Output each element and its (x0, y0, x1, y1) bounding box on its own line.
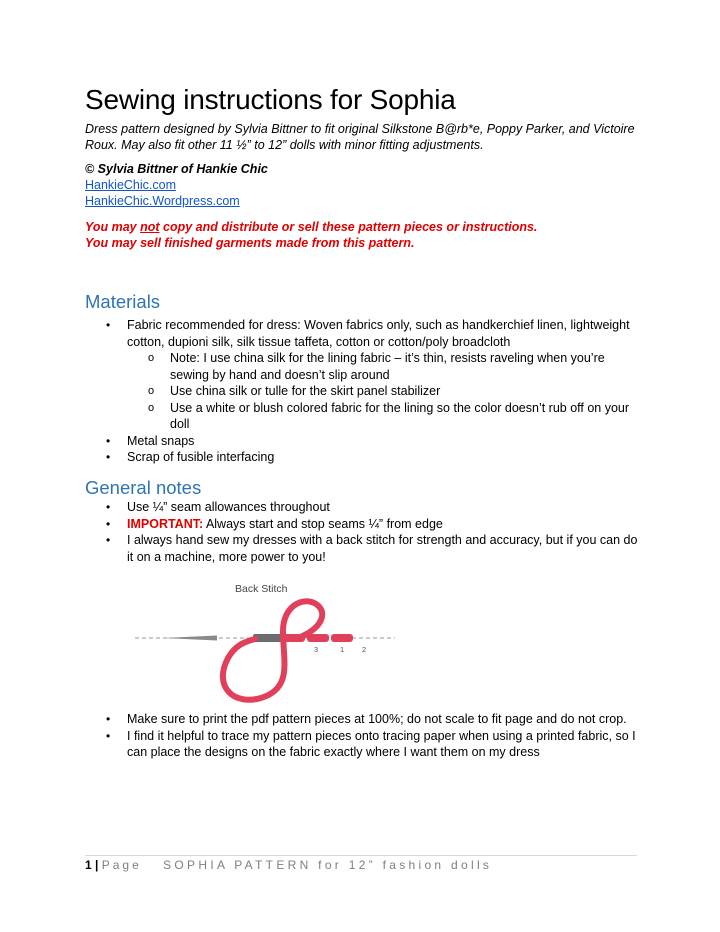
footer-separator: | (95, 858, 99, 872)
footer-divider (85, 855, 637, 856)
illustration-caption: Back Stitch (235, 583, 288, 595)
bullet-icon: • (106, 500, 111, 514)
circle-bullet-icon: o (148, 352, 155, 364)
needle-thread-icon (163, 601, 353, 699)
page-number: 1 (85, 858, 92, 872)
copyright-line: © Sylvia Bittner of Hankie Chic (85, 162, 268, 176)
warning-line-2: You may sell finished garments made from this pattern. (85, 236, 415, 250)
warning-text-pre: You may (85, 220, 141, 234)
needle-shape (163, 636, 217, 641)
materials-heading: Materials (85, 291, 161, 312)
stitch-segment (283, 634, 305, 642)
hankiechic-link[interactable]: HankieChic.com (85, 178, 177, 192)
page-label: Page (101, 858, 142, 872)
stitch-number: 1 (340, 645, 345, 654)
bullet-icon: • (106, 318, 111, 332)
list-item-text: I always hand sew my dresses with a back stitch for strength and accuracy, but if you can do it on a machine, more power to you! (127, 533, 638, 564)
sub-list-item (127, 383, 645, 400)
sub-list-item-text: Note: I use china silk for the lining fabric – it’s thin, resists raveling when you’re sewing by hand and doesn’t slip around (170, 351, 605, 382)
page-title: Sewing instructions for Sophia (85, 84, 456, 115)
list-item-text: Fabric recommended for dress: Woven fabrics only, such as handkerchief linen, lightweight cotton, dupioni silk, silk tissue taffeta, cotton or cotton/poly broadcloth (127, 318, 630, 349)
warning-emphasis: not (140, 220, 160, 234)
list-item (85, 433, 645, 450)
list-item (85, 499, 645, 516)
list-item (85, 449, 645, 466)
page-subtitle: Dress pattern designed by Sylvia Bittner to fit original Silkstone B@rb*e, Poppy Parker, and Victoire Roux. May also fit other 11 ½” to 12” dolls with minor fitting adjustments. (85, 122, 635, 152)
list-item-text: Scrap of fusible interfacing (127, 450, 275, 464)
bullet-icon: • (106, 450, 111, 464)
list-item (85, 516, 645, 533)
stitch-segment (307, 634, 329, 642)
bullet-icon: • (106, 516, 111, 531)
stitch-segment (331, 634, 353, 642)
list-item-text: Always start and stop seams ¼” from edge (203, 516, 443, 531)
page-footer (85, 858, 492, 872)
circle-bullet-icon: o (148, 401, 155, 414)
copyright-warning (85, 219, 645, 251)
bullet-icon: • (106, 533, 111, 547)
sub-list-item (127, 350, 645, 383)
general-notes-list-continued (85, 711, 645, 761)
back-stitch-illustration (133, 576, 398, 706)
bullet-icon: • (106, 712, 111, 726)
bullet-icon: • (106, 433, 111, 448)
list-item-text: Metal snaps (127, 433, 195, 448)
footer-text: SOPHIA PATTERN for 12” fashion dolls (163, 858, 493, 872)
stitch-number: 3 (314, 645, 319, 654)
warning-text-post: copy and distribute or sell these pattern pieces or instructions. (159, 220, 538, 234)
important-label: IMPORTANT: (127, 516, 204, 531)
sub-list-item-text: Use a white or blush colored fabric for the lining so the color doesn’t rub off on your doll (170, 400, 630, 431)
list-item (85, 728, 645, 761)
bullet-icon: • (106, 728, 111, 743)
thread-loop (223, 601, 322, 699)
list-item-text: I find it helpful to trace my pattern pieces onto tracing paper when using a printed fabric, so I can place the designs on the fabric exactly where I want them on my dress (127, 728, 636, 759)
list-item (85, 317, 645, 433)
list-item (85, 532, 645, 565)
list-item-text: Make sure to print the pdf pattern pieces at 100%; do not scale to fit page and do not crop. (127, 712, 627, 726)
stitch-number: 2 (362, 645, 367, 654)
list-item-text: Use ¼” seam allowances throughout (127, 500, 330, 514)
general-notes-list (85, 499, 645, 565)
list-item (85, 711, 645, 728)
sub-list-item (127, 400, 645, 433)
circle-bullet-icon: o (148, 385, 155, 397)
sub-list (127, 350, 645, 433)
general-notes-heading: General notes (85, 477, 202, 498)
sub-list-item-text: Use china silk or tulle for the skirt panel stabilizer (170, 384, 441, 398)
materials-list (85, 317, 645, 466)
hankiechic-wordpress-link[interactable]: HankieChic.Wordpress.com (85, 194, 240, 208)
